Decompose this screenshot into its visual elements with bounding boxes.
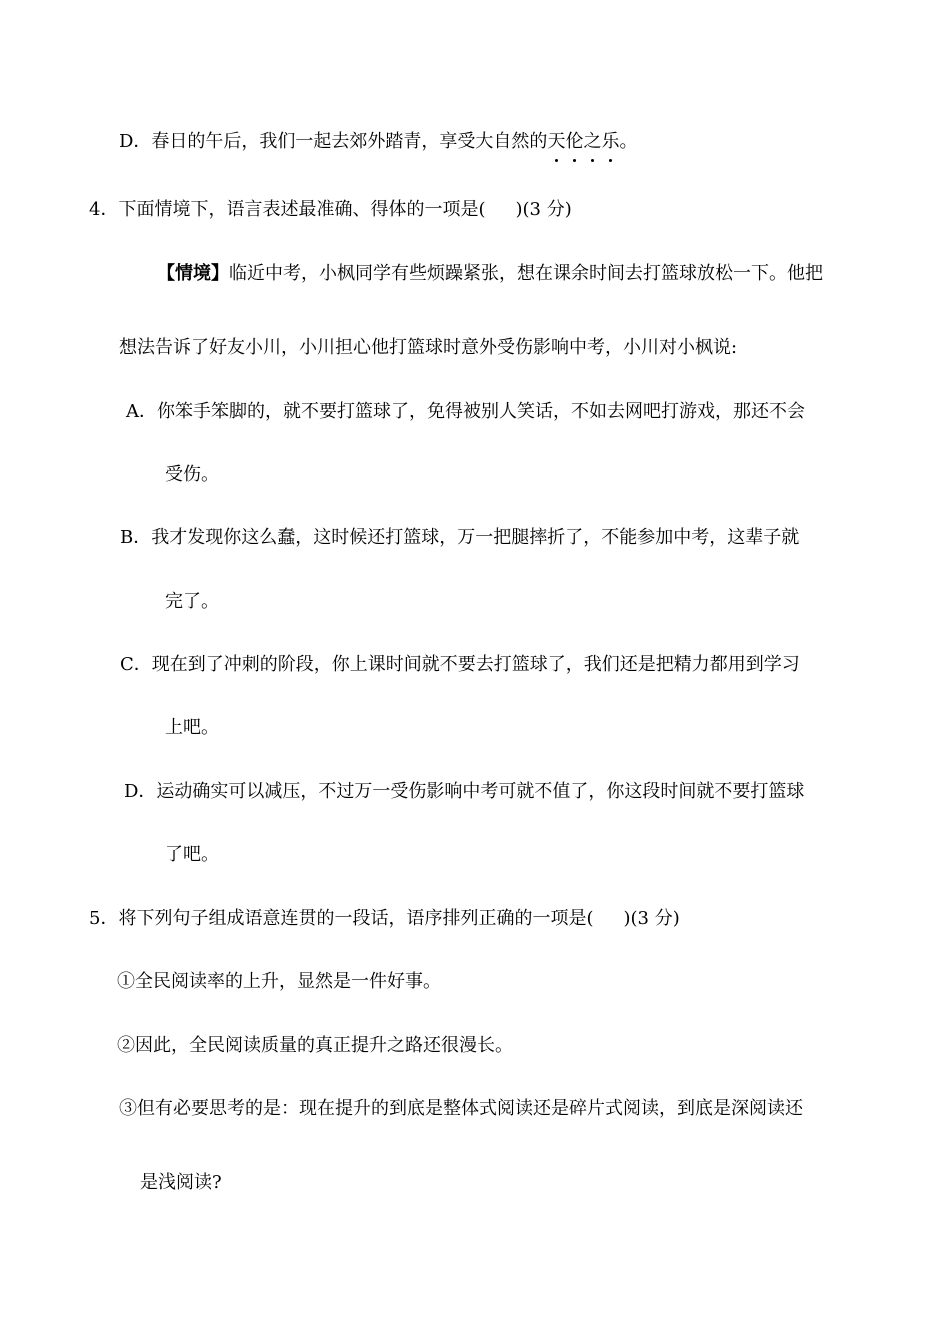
q5-stem-text: 5．将下列句子组成语意连贯的一段话，语序排列正确的一项是(	[89, 908, 594, 929]
q4-option-b-cont: 完了。	[165, 591, 219, 612]
q5-sentence-2: ②因此，全民阅读质量的真正提升之路还很漫长。	[117, 1035, 513, 1056]
q4-stem	[89, 198, 572, 222]
q4-context-line-2: 想法告诉了好友小川，小川担心他打篮球时意外受伤影响中考，小川对小枫说:	[119, 337, 738, 358]
q4-stem-text: 4．下面情境下，语言表述最准确、得体的一项是(	[89, 199, 486, 220]
emphasis-char: 天	[547, 131, 566, 152]
q4-option-c: C．现在到了冲刺的阶段，你上课时间就不要去打篮球了，我们还是把精力都用到学习	[120, 654, 800, 675]
context-text: 临近中考，小枫同学有些烦躁紧张，想在课余时间去打篮球放松一下。他把	[229, 263, 823, 284]
q3-option-d-end: 。	[619, 131, 638, 152]
emphasis-char: 乐	[601, 131, 620, 152]
q4-context-line-1	[157, 262, 823, 286]
q4-option-a-cont: 受伤。	[165, 464, 219, 485]
q3-option-d	[119, 130, 637, 154]
q4-option-b: B．我才发现你这么蠢，这时候还打篮球，万一把腿摔折了，不能参加中考，这辈子就	[120, 527, 800, 548]
q5-score: )(3 分)	[623, 908, 680, 929]
emphasis-char: 伦	[565, 131, 584, 152]
q4-option-c-cont: 上吧。	[165, 717, 219, 738]
q5-sentence-3-cont: 是浅阅读?	[140, 1172, 222, 1193]
q4-option-d: D．运动确实可以减压，不过万一受伤影响中考可就不值了，你这段时间就不要打篮球	[124, 781, 805, 802]
q5-sentence-1: ①全民阅读率的上升，显然是一件好事。	[117, 971, 441, 992]
q5-sentence-3: ③但有必要思考的是：现在提升的到底是整体式阅读还是碎片式阅读，到底是深阅读还	[119, 1098, 803, 1119]
q4-score: )(3 分)	[515, 199, 572, 220]
q4-option-a: A．你笨手笨脚的，就不要打篮球了，免得被别人笑话，不如去网吧打游戏，那还不会	[126, 401, 805, 422]
q4-option-d-cont: 了吧。	[165, 844, 219, 865]
q5-stem	[89, 907, 680, 931]
q3-option-d-text: D．春日的午后，我们一起去郊外踏青，享受大自然的	[119, 131, 548, 152]
emphasis-char: 之	[583, 131, 602, 152]
context-label: 【情境】	[157, 263, 229, 284]
